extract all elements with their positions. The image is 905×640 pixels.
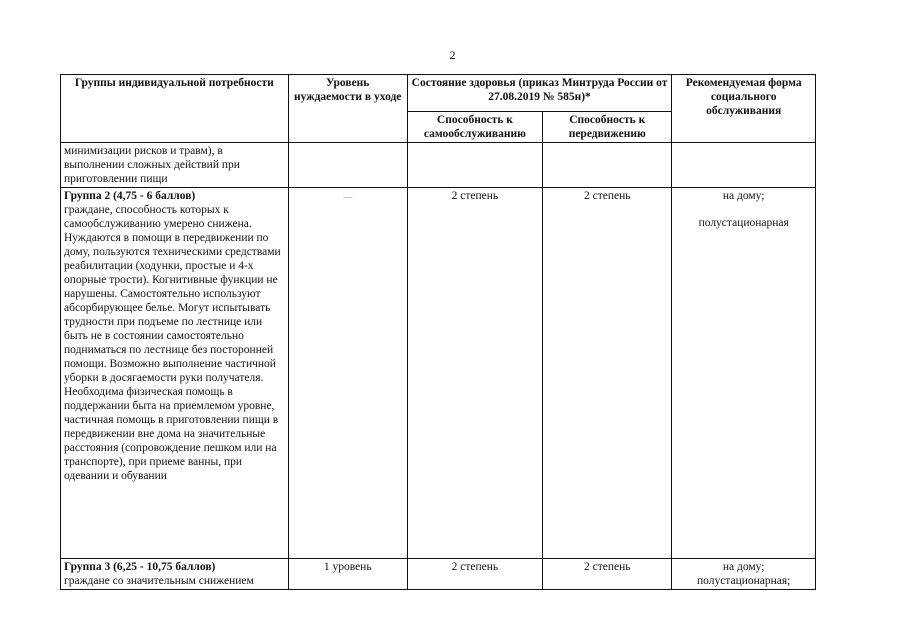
group2-cell — [61, 188, 289, 559]
group3-self-care: 2 степень — [407, 559, 542, 590]
header-health: Состояние здоровья (приказ Минтруда России от 27.08.2019 № 585н)* — [407, 75, 672, 112]
group2-description: граждане, способность которых к самообслуживанию умерено снижена. Нуждаются в помощи в передвижении по дому, пользуются техническими средствами реабилитации (ходунки, простые и 4-х опорные трости). Когнитивные функции не нарушены. Самостоятельно используют абсорбирующее белье. Могут испытывать трудности при подъеме по лестнице или быть не в состоянии самостоятельно подниматься по лестнице без посторонней помощи. Возможно выполнение частичной уборки в досягаемости руки получателя. Необходима физическая помощь в поддержании быта на приемлемом уровне, частичная помощь в приготовлении пищи в передвижении вне дома на значительные расстояния (сопровождение пешком или на транспорте), при приеме ванны, при одевании и обувании — [64, 204, 281, 482]
group3-mobility: 2 степень — [543, 559, 672, 590]
group2-level — [288, 188, 407, 559]
group3-level: 1 уровень — [288, 559, 407, 590]
group2-form-home: на дому; — [722, 190, 765, 202]
group2-self-care: 2 степень — [407, 188, 542, 559]
page-number: 2 — [449, 48, 456, 62]
group3-form-semi: полустационарная; — [696, 575, 791, 587]
header-row — [61, 75, 816, 112]
group2-level-mark: — — [343, 192, 353, 202]
group3-cell — [61, 559, 289, 590]
header-form: Рекомендуемая форма социального обслуживания — [672, 75, 816, 143]
continuation-text: минимизации рисков и травм), в выполнении сложных действий при приготовлении пищи — [61, 143, 289, 188]
group3-description: граждане со значительным снижением — [64, 575, 254, 587]
empty-cell — [672, 143, 816, 188]
group2-title: Группа 2 (4,75 - 6 баллов) — [64, 190, 196, 202]
group3-form — [672, 559, 816, 590]
spacer — [675, 203, 812, 216]
header-mobility: Способность к передвижению — [543, 112, 672, 143]
header-groups: Группы индивидуальной потребности — [61, 75, 289, 143]
empty-cell — [543, 143, 672, 188]
table-row — [61, 188, 816, 559]
table-row — [61, 143, 816, 188]
group3-form-home: на дому; — [722, 561, 765, 573]
social-service-table — [60, 74, 816, 590]
header-self-care: Способность к самообслуживанию — [407, 112, 542, 143]
group2-form-semi: полустационарная — [698, 217, 789, 229]
table-row — [61, 559, 816, 590]
empty-cell — [288, 143, 407, 188]
group3-title: Группа 3 (6,25 - 10,75 баллов) — [64, 561, 216, 573]
group2-mobility: 2 степень — [543, 188, 672, 559]
empty-cell — [407, 143, 542, 188]
header-level: Уровень нуждаемости в уходе — [288, 75, 407, 143]
group2-form — [672, 188, 816, 559]
